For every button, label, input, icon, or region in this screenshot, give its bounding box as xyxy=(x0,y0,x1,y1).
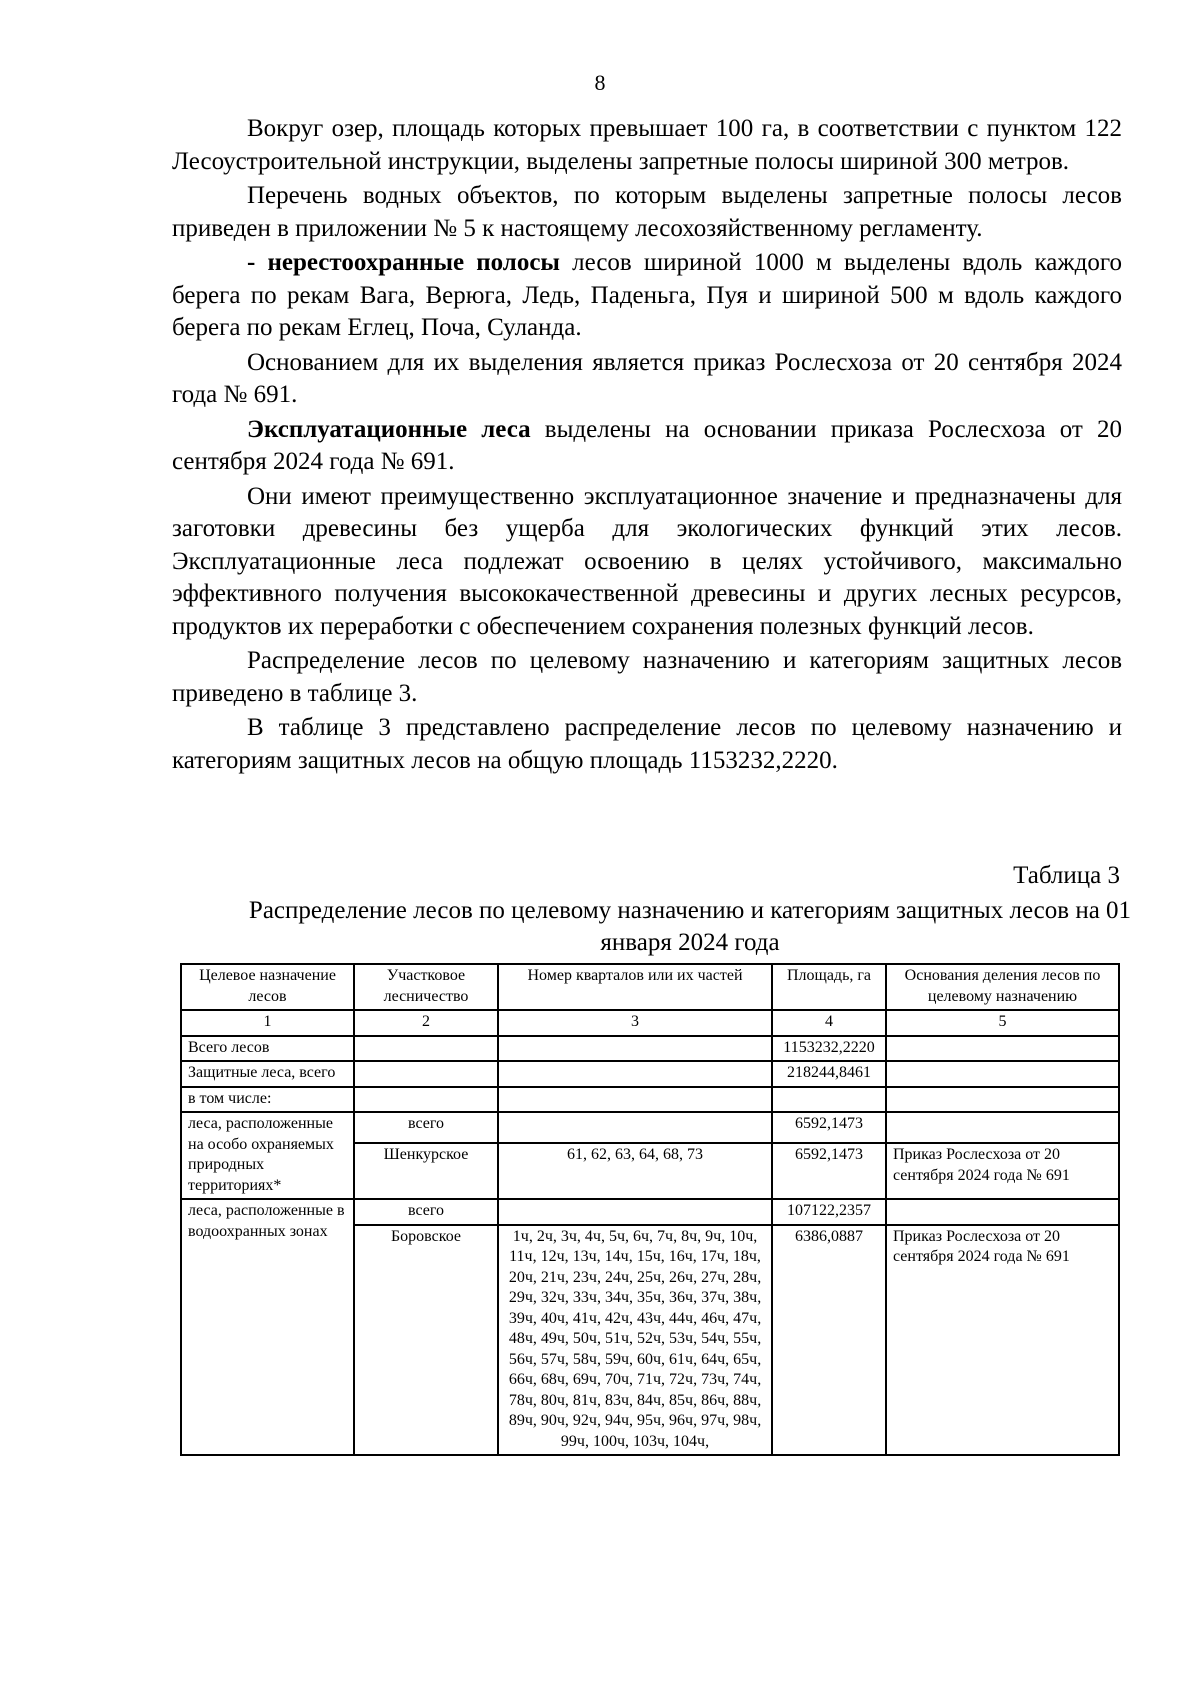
paragraph-distribution-reference: Распределение лесов по целевому назначению и категориям защитных лесов приведено в таблице 3. xyxy=(172,647,1122,707)
cell-area: 1153232,2220 xyxy=(772,1036,886,1062)
cell-basis xyxy=(886,1036,1119,1062)
cell-area: 6592,1473 xyxy=(772,1112,886,1143)
cell-purpose: леса, расположенные на особо охраняемых природных территориях* xyxy=(181,1112,354,1199)
cell-basis: Приказ Рослесхоза от 20 сентября 2024 года № 691 xyxy=(886,1143,1119,1199)
cell-quarters xyxy=(498,1112,772,1143)
cell-area xyxy=(772,1087,886,1113)
column-number: 1 xyxy=(181,1010,354,1036)
cell-forestry: Шенкурское xyxy=(354,1143,498,1199)
column-number: 5 xyxy=(886,1010,1119,1036)
cell-basis xyxy=(886,1087,1119,1113)
cell-purpose: в том числе: xyxy=(181,1087,354,1113)
cell-forestry: всего xyxy=(354,1112,498,1143)
cell-basis xyxy=(886,1112,1119,1143)
cell-area: 6386,0887 xyxy=(772,1225,886,1456)
spawning-strips-text: лесов шириной 1000 м выделены вдоль каждого берега по рекам Вага, Верюга, Ледь, Паденьга, Пуя и шириной 500 м вдоль каждого берега по рекам Еглец, Поча, Суланда. xyxy=(172,249,1122,341)
paragraph-exploitation-forests xyxy=(172,414,1122,479)
paragraph-total-area: В таблице 3 представлено распределение лесов по целевому назначению и категориям защитных лесов на общую площадь 1153232,2220. xyxy=(172,714,1122,774)
cell-area: 107122,2357 xyxy=(772,1199,886,1225)
cell-forestry xyxy=(354,1036,498,1062)
cell-purpose: леса, расположенные в водоохранных зонах xyxy=(181,1199,354,1455)
column-number: 4 xyxy=(772,1010,886,1036)
paragraph-exploitation-purpose: Они имеют преимущественно эксплуатационное значение и предназначены для заготовки древесины без ущерба для экологических функций этих лесов. Эксплуатационные леса подлежат освоению в целях устойчивого, максимально эффективного получения высококачественной древесины и других лесных ресурсов, продуктов их переработки с обеспечением сохранения полезных функций лесов. xyxy=(172,482,1122,640)
cell-purpose: Защитные леса, всего xyxy=(181,1061,354,1087)
cell-area: 6592,1473 xyxy=(772,1143,886,1199)
cell-quarters xyxy=(498,1199,772,1225)
cell-quarters: 1ч, 2ч, 3ч, 4ч, 5ч, 6ч, 7ч, 8ч, 9ч, 10ч, 11ч, 12ч, 13ч, 14ч, 15ч, 16ч, 17ч, 18ч, 20ч, 21ч, 23ч, 24ч, 25ч, 26ч, 27ч, 28ч, 29ч, 32ч, 33ч, 34ч, 35ч, 36ч, 37ч, 38ч, 39ч, 40ч, 41ч, 42ч, 43ч, 44ч, 46ч, 47ч, 48ч, 49ч, 50ч, 51ч, 52ч, 53ч, 54ч, 55ч, 56ч, 57ч, 58ч, 59ч, 60ч, 61ч, 64ч, 65ч, 66ч, 68ч, 69ч, 70ч, 71ч, 72ч, 73ч, 74ч, 78ч, 80ч, 81ч, 83ч, 84ч, 85ч, 86ч, 88ч, 89ч, 90ч, 92ч, 94ч, 95ч, 96ч, 97ч, 98ч, 99ч, 100ч, 103ч, 104ч, xyxy=(498,1225,772,1456)
table-row-including xyxy=(181,1087,1119,1113)
cell-area: 218244,8461 xyxy=(772,1061,886,1087)
cell-forestry: всего xyxy=(354,1199,498,1225)
paragraph-water-objects-list: Перечень водных объектов, по которым выделены запретные полосы лесов приведен в приложении № 5 к настоящему лесохозяйственному регламенту. xyxy=(172,182,1122,242)
forest-distribution-table xyxy=(180,963,1120,1456)
spawning-strips-term: - нерестоохранные полосы xyxy=(247,249,560,276)
cell-quarters xyxy=(498,1087,772,1113)
table-label: Таблица 3 xyxy=(1013,862,1120,889)
header-forestry: Участковое лесничество xyxy=(354,964,498,1010)
paragraph-basis: Основанием для их выделения является приказ Рослесхоза от 20 сентября 2024 года № 691. xyxy=(172,348,1122,408)
table-row-protected-areas-total xyxy=(181,1112,1119,1143)
cell-basis xyxy=(886,1199,1119,1225)
exploitation-forests-term: Эксплуатационные леса xyxy=(247,415,531,443)
table-row-water-protection-total xyxy=(181,1199,1119,1225)
table-row-total xyxy=(181,1036,1119,1062)
exploitation-forests-text: выделены на основании приказа Рослесхоза от 20 сентября 2024 года № 691. xyxy=(172,415,1122,475)
table-column-numbers-row xyxy=(181,1010,1119,1036)
header-purpose: Целевое назначение лесов xyxy=(181,964,354,1010)
table-header-row xyxy=(181,964,1119,1010)
column-number: 3 xyxy=(498,1010,772,1036)
cell-forestry xyxy=(354,1087,498,1113)
body-text xyxy=(172,113,1122,777)
cell-basis xyxy=(886,1061,1119,1087)
header-basis: Основания деления лесов по целевому назначению xyxy=(886,964,1119,1010)
header-quarters: Номер кварталов или их частей xyxy=(498,964,772,1010)
cell-purpose: Всего лесов xyxy=(181,1036,354,1062)
paragraph-lakes: Вокруг озер, площадь которых превышает 100 га, в соответствии с пунктом 122 Лесоустроительной инструкции, выделены запретные полосы шириной 300 метров. xyxy=(172,115,1122,175)
header-area: Площадь, га xyxy=(772,964,886,1010)
paragraph-spawning-strips xyxy=(172,247,1122,345)
cell-quarters xyxy=(498,1036,772,1062)
cell-quarters xyxy=(498,1061,772,1087)
cell-quarters: 61, 62, 63, 64, 68, 73 xyxy=(498,1143,772,1199)
page-number: 8 xyxy=(594,70,606,95)
table-row-protective xyxy=(181,1061,1119,1087)
cell-basis: Приказ Рослесхоза от 20 сентября 2024 года № 691 xyxy=(886,1225,1119,1456)
cell-forestry: Боровское xyxy=(354,1225,498,1456)
cell-forestry xyxy=(354,1061,498,1087)
column-number: 2 xyxy=(354,1010,498,1036)
table-caption: Распределение лесов по целевому назначению и категориям защитных лесов на 01 января 2024 года xyxy=(248,897,1132,956)
